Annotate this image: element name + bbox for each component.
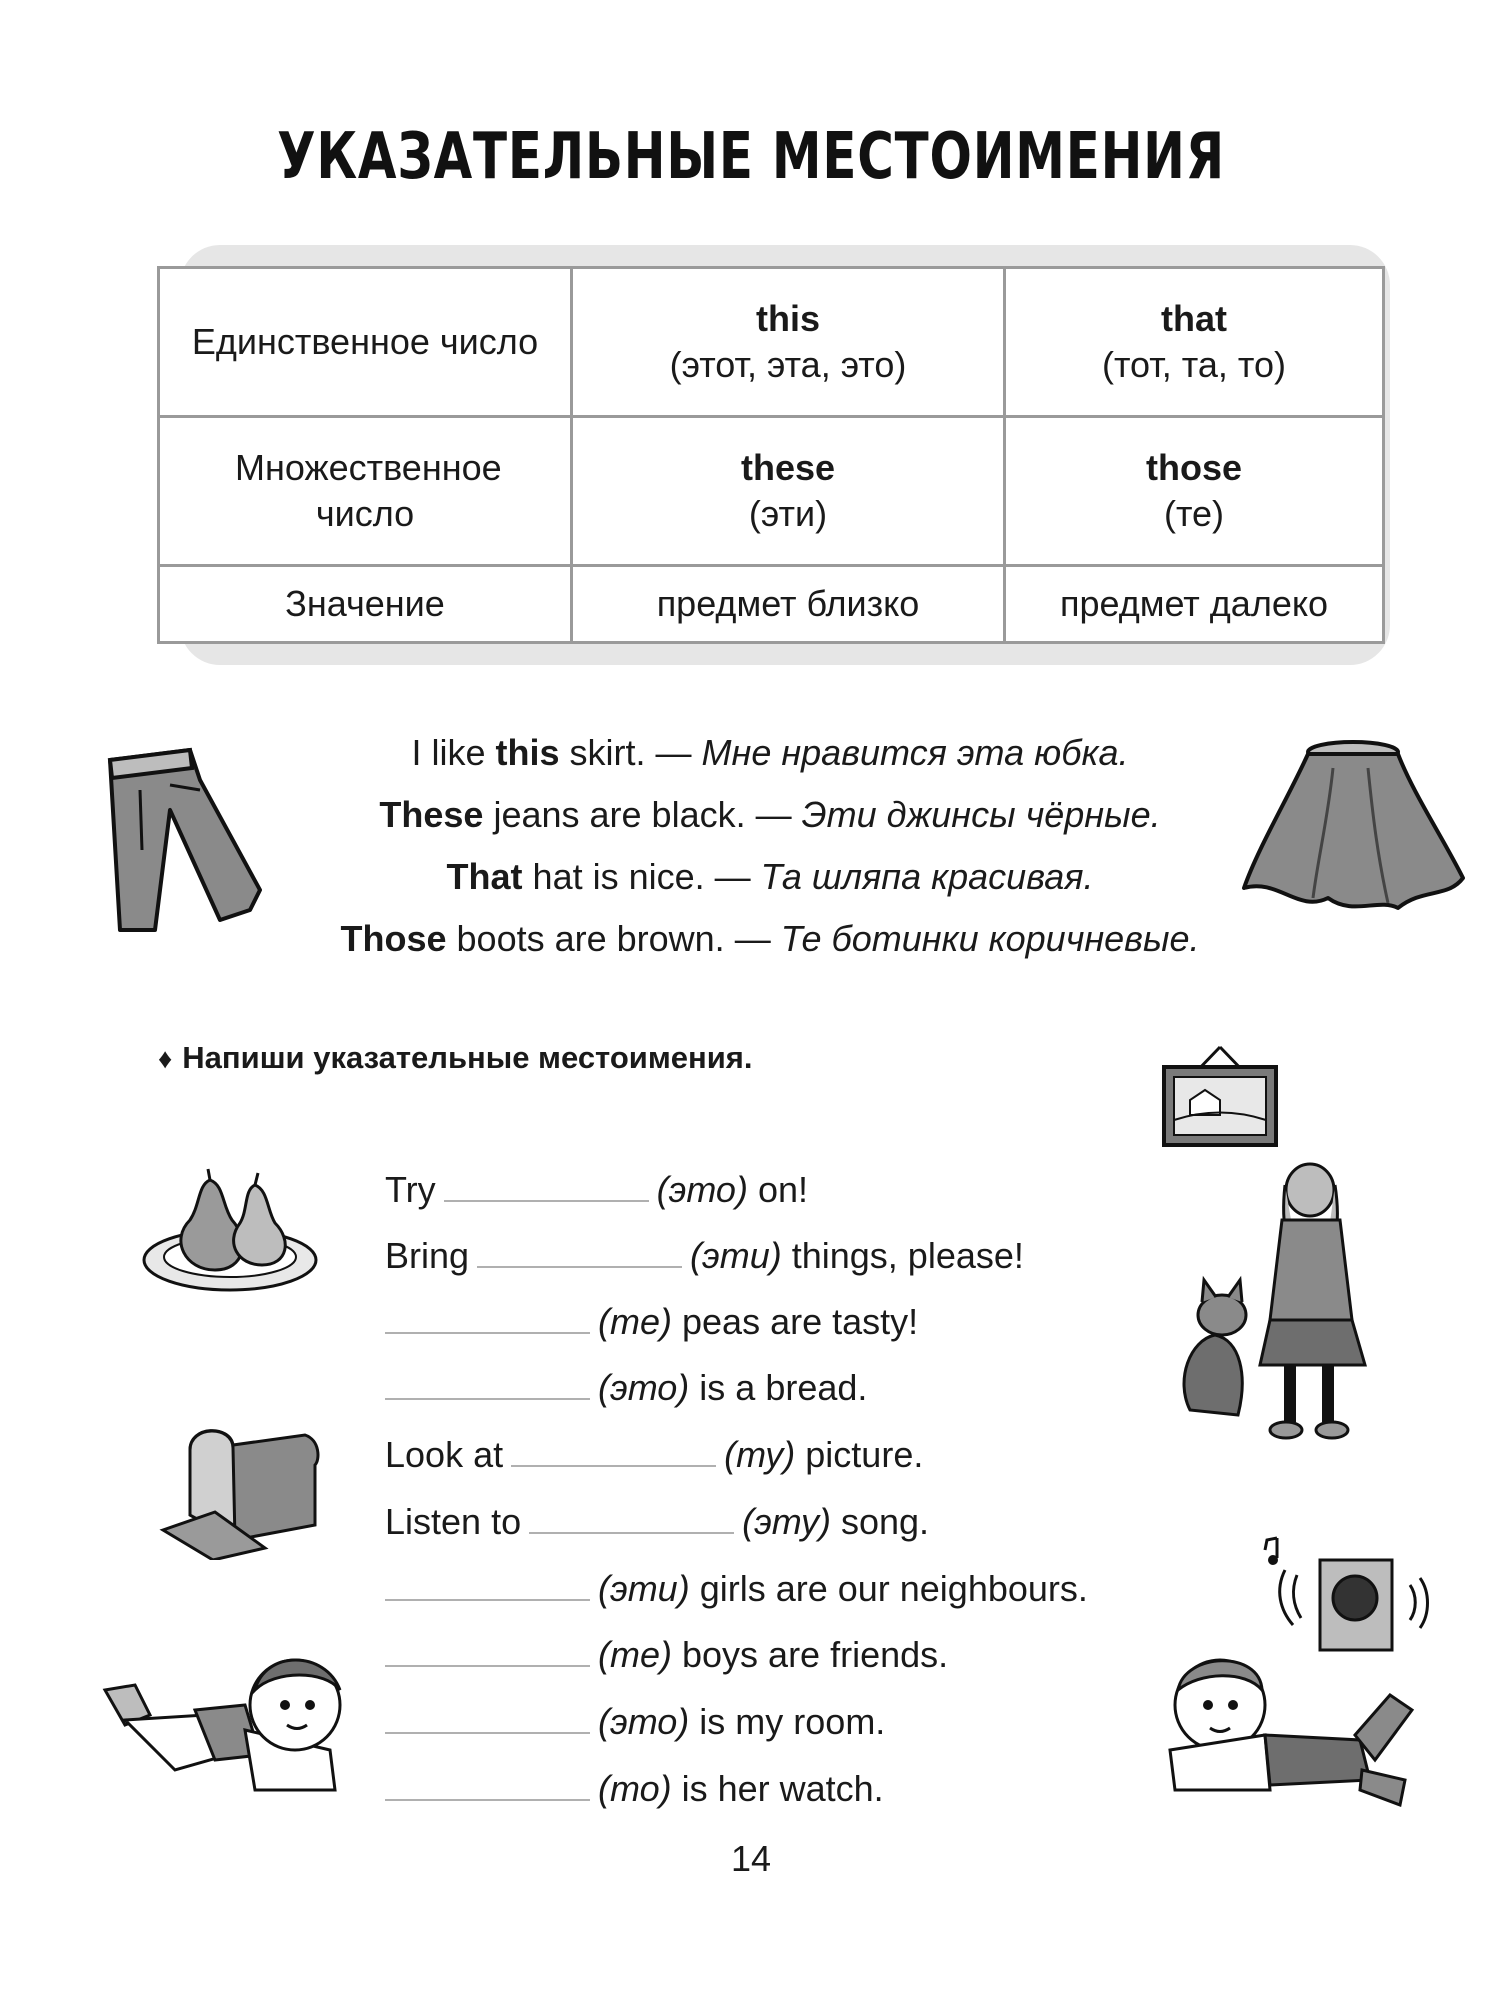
answer-blank[interactable]: [385, 1769, 590, 1801]
exercise-line: [385, 1294, 918, 1350]
example-sentence: [290, 908, 1250, 970]
example-post: hat is nice. —: [522, 856, 761, 897]
cell-far: предмет далеко: [1005, 566, 1384, 643]
exercise-line: [385, 1761, 884, 1817]
exercise-hint: (эту): [742, 1501, 831, 1542]
exercise-line: [385, 1427, 923, 1483]
diamond-bullet-icon: ♦: [158, 1043, 173, 1074]
table-row: [159, 566, 1384, 643]
exercise-hint: (это): [656, 1169, 748, 1210]
table-row: [159, 268, 1384, 417]
answer-blank[interactable]: [385, 1635, 590, 1667]
exercise-line: [385, 1162, 808, 1218]
example-sentence: [290, 722, 1250, 784]
lying-boy-icon: [1150, 1640, 1420, 1810]
exercise-tail: is her watch.: [671, 1768, 884, 1809]
exercise-tail: is my room.: [689, 1701, 886, 1742]
exercise-tail: is a bread.: [689, 1367, 868, 1408]
skirt-icon: [1238, 738, 1468, 918]
pears-icon: [140, 1165, 320, 1295]
exercise-tail: girls are our neighbours.: [689, 1568, 1088, 1609]
exercise-line: [385, 1561, 1088, 1617]
pronoun-word: these: [740, 447, 836, 489]
examples-block: [290, 722, 1250, 970]
exercise-line: [385, 1228, 1024, 1284]
example-translation: Эти джинсы чёрные.: [801, 794, 1161, 835]
exercise-tail: things, please!: [781, 1235, 1024, 1276]
exercise-lead: Listen to: [385, 1501, 522, 1542]
pronoun-translation: (тот, та, то): [1101, 344, 1286, 386]
exercise-tail: peas are tasty!: [672, 1301, 919, 1342]
pronoun-word: that: [1161, 298, 1227, 340]
example-post: boots are brown. —: [446, 918, 781, 959]
exercise-tail: on!: [747, 1169, 808, 1210]
page-title: УКАЗАТЕЛЬНЫЕ МЕСТОИМЕНИЯ: [277, 120, 1225, 194]
cell-far: [1005, 268, 1384, 417]
example-pronoun: These: [379, 794, 484, 835]
row-label: Значение: [159, 566, 572, 643]
exercise-hint: (эти): [690, 1235, 782, 1276]
exercise-lead: Bring: [385, 1235, 470, 1276]
task-text: Напиши указательные местоимения.: [182, 1040, 753, 1075]
exercise-line: [385, 1627, 948, 1683]
page-number: 14: [730, 1838, 772, 1879]
exercise-line: [385, 1694, 885, 1750]
answer-blank[interactable]: [385, 1302, 590, 1334]
pronoun-word: those: [1145, 447, 1242, 489]
exercise-hint: (это): [598, 1367, 690, 1408]
girl-with-cat-icon: [1170, 1160, 1390, 1450]
example-pronoun: this: [495, 732, 560, 773]
example-translation: Мне нравится эта юбка.: [701, 732, 1129, 773]
exercise-tail: song.: [830, 1501, 930, 1542]
jeans-icon: [100, 740, 270, 940]
example-pre: I like: [411, 732, 496, 773]
answer-blank[interactable]: [444, 1170, 649, 1202]
row-label: Единственное число: [159, 268, 572, 417]
answer-blank[interactable]: [385, 1569, 590, 1601]
example-pronoun: That: [446, 856, 523, 897]
pronoun-translation: (те): [1163, 493, 1225, 535]
answer-blank[interactable]: [385, 1368, 590, 1400]
bread-icon: [155, 1420, 325, 1560]
framed-picture-icon: [1160, 1045, 1280, 1150]
lying-girl-icon: [95, 1640, 355, 1810]
example-translation: Те ботинки коричневые.: [780, 918, 1200, 959]
task-instruction: [158, 1040, 752, 1076]
exercise-tail: picture.: [795, 1434, 924, 1475]
row-label-text: Множественное число: [235, 447, 502, 535]
cell-far: [1005, 417, 1384, 566]
answer-blank[interactable]: [477, 1236, 682, 1268]
exercise-lead: Look at: [385, 1434, 504, 1475]
exercise-hint: (те): [598, 1634, 672, 1675]
exercise-hint: (то): [598, 1768, 672, 1809]
table-row: [159, 417, 1384, 566]
exercise-line: [385, 1494, 929, 1550]
cell-near: [572, 417, 1005, 566]
pronoun-translation: (этот, эта, это): [669, 344, 907, 386]
example-pronoun: Those: [340, 918, 447, 959]
example-post: skirt. —: [559, 732, 702, 773]
exercise-hint: (эти): [598, 1568, 690, 1609]
pronoun-word: this: [755, 298, 820, 340]
example-sentence: [290, 784, 1250, 846]
pronoun-translation: (эти): [748, 493, 828, 535]
exercise-hint: (те): [598, 1301, 672, 1342]
example-post: jeans are black. —: [483, 794, 802, 835]
example-sentence: [290, 846, 1250, 908]
example-translation: Та шляпа красивая.: [760, 856, 1094, 897]
pronoun-table: [157, 266, 1385, 644]
exercise-hint: (это): [598, 1701, 690, 1742]
cell-near: [572, 268, 1005, 417]
answer-blank[interactable]: [511, 1435, 716, 1467]
exercise-line: [385, 1360, 867, 1416]
answer-blank[interactable]: [385, 1702, 590, 1734]
cell-near: предмет близко: [572, 566, 1005, 643]
row-label: [159, 417, 572, 566]
exercise-hint: (ту): [724, 1434, 796, 1475]
exercise-lead: Try: [385, 1169, 436, 1210]
exercise-tail: boys are friends.: [672, 1634, 949, 1675]
answer-blank[interactable]: [529, 1502, 734, 1534]
